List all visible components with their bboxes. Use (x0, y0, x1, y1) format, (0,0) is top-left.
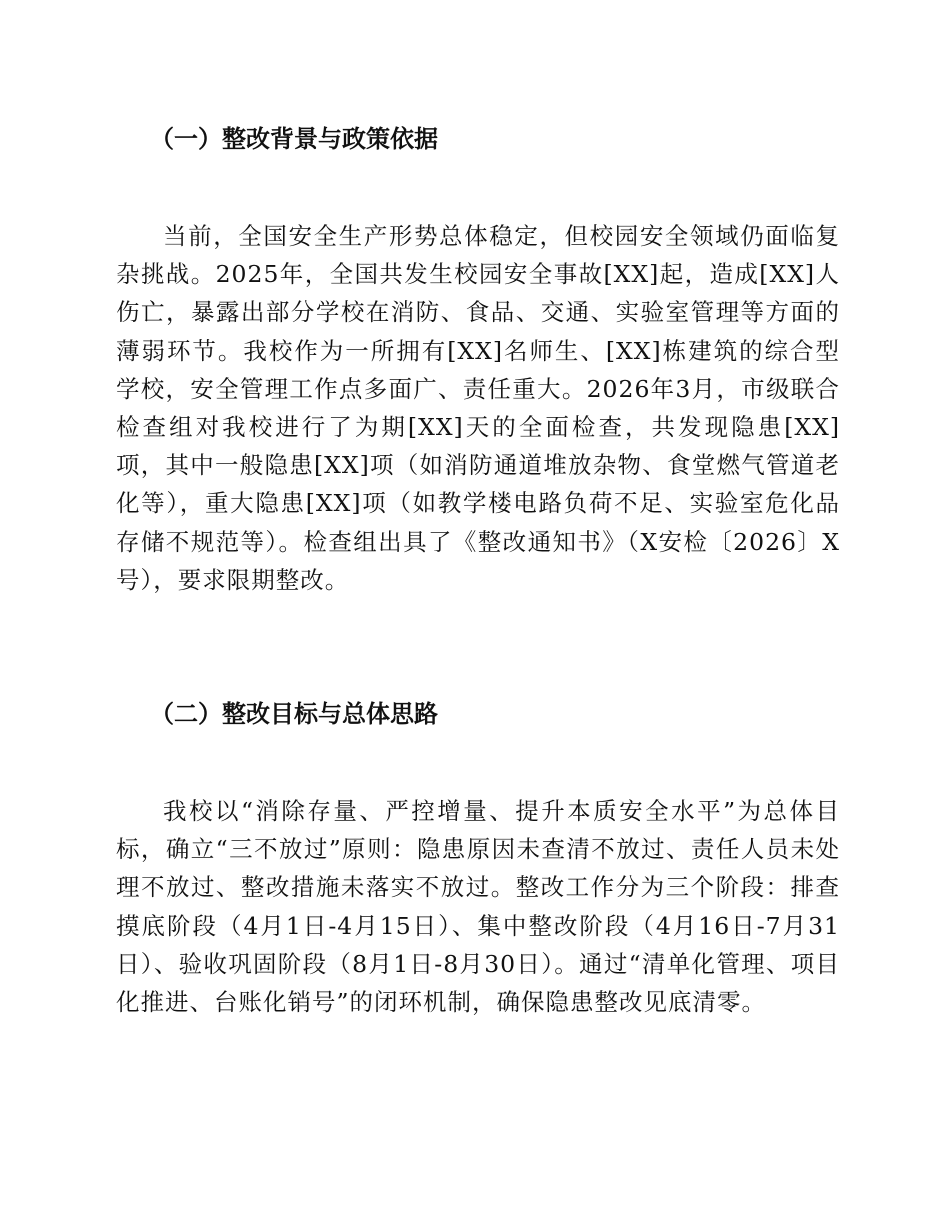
section-2-heading: （二）整改目标与总体思路 (150, 699, 438, 728)
section-1-paragraph: 当前，全国安全生产形势总体稳定，但校园安全领域仍面临复杂挑战。2025年，全国共发生校园安全事故[XX]起，造成[XX]人伤亡，暴露出部分学校在消防、食品、交通、实验室管理等方面的薄弱环节。我校作为一所拥有[XX]名师生、[XX]栋建筑的综合型学校，安全管理工作点多面广、责任重大。2026年3月，市级联合检查组对我校进行了为期[XX]天的全面检查，共发现隐患[XX]项，其中一般隐患[XX]项（如消防通道堆放杂物、食堂燃气管道老化等），重大隐患[XX]项（如教学楼电路负荷不足、实验室危化品存储不规范等）。检查组出具了《整改通知书》（X安检〔2026〕X号），要求限期整改。 (116, 222, 840, 594)
section-2-paragraph: 我校以“消除存量、严控增量、提升本质安全水平”为总体目标，确立“三不放过”原则：隐患原因未查清不放过、责任人员未处理不放过、整改措施未落实不放过。整改工作分为三个阶段：排查摸底阶段（4月1日-4月15日）、集中整改阶段（4月16日-7月31日）、验收巩固阶段（8月1日-8月30日）。通过“清单化管理、项目化推进、台账化销号”的闭环机制，确保隐患整改见底清零。 (116, 797, 840, 1017)
section-1-heading: （一）整改背景与政策依据 (150, 124, 438, 153)
